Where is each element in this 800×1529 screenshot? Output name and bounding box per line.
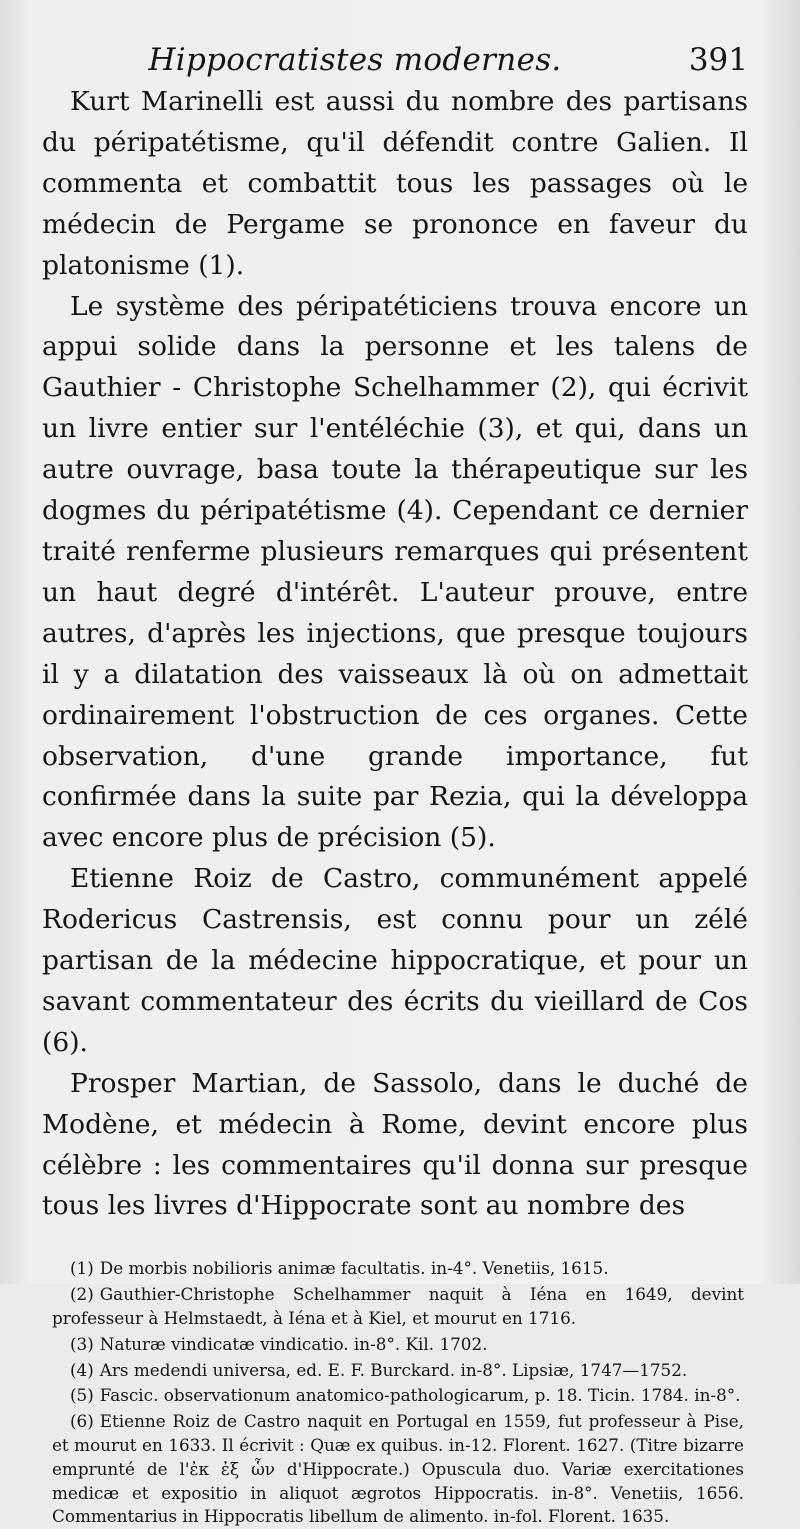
footnote [52, 1333, 744, 1357]
footnote-text: Gauthier-Christophe Schelhammer naquit à Iéna en 1649, devint professeur à Helmstaedt, à Iéna et à Kiel, et mourut en 1716. [52, 1284, 744, 1328]
footnote [52, 1410, 744, 1529]
page-number: 391 [688, 42, 748, 78]
footnotes [42, 1257, 748, 1529]
footnote-mark: (1) [70, 1258, 94, 1279]
footnote-text: Fascic. observationum anatomico-pathologicarum, p. 18. Ticin. 1784. in-8°. [99, 1385, 741, 1406]
footnote [52, 1283, 744, 1331]
page-header [42, 38, 748, 82]
footnote-separator [42, 1227, 748, 1257]
footnote-mark: (6) [70, 1411, 94, 1432]
footnote-text: Ars medendi universa, ed. E. F. Burckard. in-8°. Lipsiæ, 1747—1752. [99, 1359, 688, 1380]
footnote [52, 1359, 744, 1383]
footnote-mark: (2) [70, 1284, 94, 1305]
footnote-text: Etienne Roiz de Castro naquit en Portugal en 1559, fut professeur à Pise, et mourut en 1633. Il écrivit : Quæ ex quibus. in-12. Florent. 1627. (Titre bizarre emprunté de l'ἐκ ἐξ ὧν d'Hippocrate.) Opuscula duo. Variæ exercitationes medicæ et expositio in aliquot ægrotos Hippocratis. in-8°. Venetiis, 1656. Commentarius in Hippocratis libellum de alimento. in-fol. Florent. 1635. [52, 1411, 744, 1527]
running-title: Hippocratistes modernes. [148, 42, 562, 78]
footnote-mark: (5) [70, 1385, 94, 1406]
main-text [42, 82, 748, 1227]
paragraph: Le système des péripatéticiens trouva encore un appui solide dans la personne et les talens de Gauthier - Christophe Schelhammer (2), qui écrivit un livre entier sur l'entéléchie (3), et qui, dans un autre ouvrage, basa toute la thérapeutique sur les dogmes du péripatétisme (4). Cependant ce dernier traité renferme plusieurs remarques qui présentent un haut degré d'intérêt. L'auteur prouve, entre autres, d'après les injections, que presque toujours il y a dilatation des vaisseaux là où on admettait ordinairement l'obstruction de ces organes. Cette observation, d'une grande importance, fut confirmée dans la suite par Rezia, qui la développa avec encore plus de précision (5). [42, 290, 748, 854]
footnote-text: Naturæ vindicatæ vindicatio. in-8°. Kil. 1702. [99, 1333, 488, 1354]
paragraph: Etienne Roiz de Castro, communément appelé Rodericus Castrensis, est connu pour un zélé partisan de la médecine hippocratique, et pour un savant commentateur des écrits du vieillard de Cos (6). [42, 863, 748, 1058]
footnote-text: De morbis nobilioris animæ facultatis. in-4°. Venetiis, 1615. [99, 1258, 609, 1279]
footnote [52, 1257, 744, 1281]
footnote-mark: (3) [70, 1333, 94, 1354]
footnote-mark: (4) [70, 1359, 94, 1380]
paragraph: Kurt Marinelli est aussi du nombre des partisans du péripatétisme, qu'il défendit contre Galien. Il commenta et combattit tous les passages où le médecin de Pergame se prononce en faveur du platonisme (1). [42, 86, 748, 281]
paragraph: Prosper Martian, de Sassolo, dans le duché de Modène, et médecin à Rome, devint encore plus célèbre : les commentaires qu'il donna sur presque tous les livres d'Hippocrate sont au nombre des [42, 1067, 748, 1222]
footnote [52, 1384, 744, 1408]
